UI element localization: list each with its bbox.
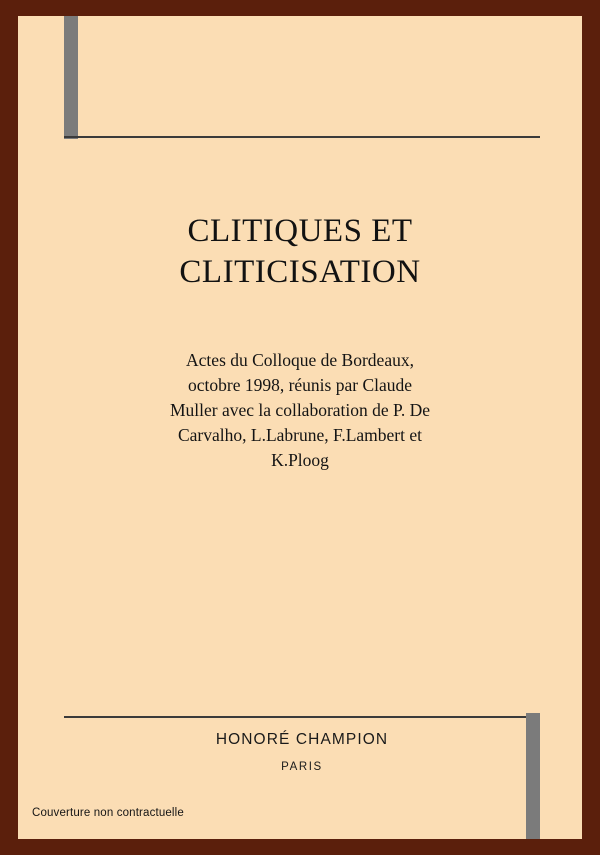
book-subtitle-line-5: K.Ploog	[271, 450, 329, 470]
divider-top	[64, 136, 540, 138]
book-title-line-2: CLITICISATION	[179, 254, 421, 290]
divider-bottom	[64, 716, 540, 718]
publisher-name: HONORÉ CHAMPION	[215, 731, 389, 748]
book-subtitle-line-2: octobre 1998, réunis par Claude	[187, 375, 413, 395]
publisher-city: PARIS	[281, 761, 323, 773]
book-subtitle-line-1: Actes du Colloque de Bordeaux,	[186, 350, 414, 370]
decorative-bar-top-left	[64, 16, 78, 139]
book-subtitle-line-3: Muller avec la collaboration de P. De	[170, 400, 430, 420]
book-subtitle	[138, 348, 462, 473]
book-subtitle-line-4: Carvalho, L.Labrune, F.Lambert et	[177, 425, 422, 445]
cover-disclaimer-note: Couverture non contractuelle	[32, 807, 184, 819]
cover-surface	[18, 16, 582, 839]
publisher-imprint	[64, 731, 540, 773]
book-title	[78, 211, 522, 293]
book-title-line-1: CLITIQUES ET	[187, 213, 413, 249]
